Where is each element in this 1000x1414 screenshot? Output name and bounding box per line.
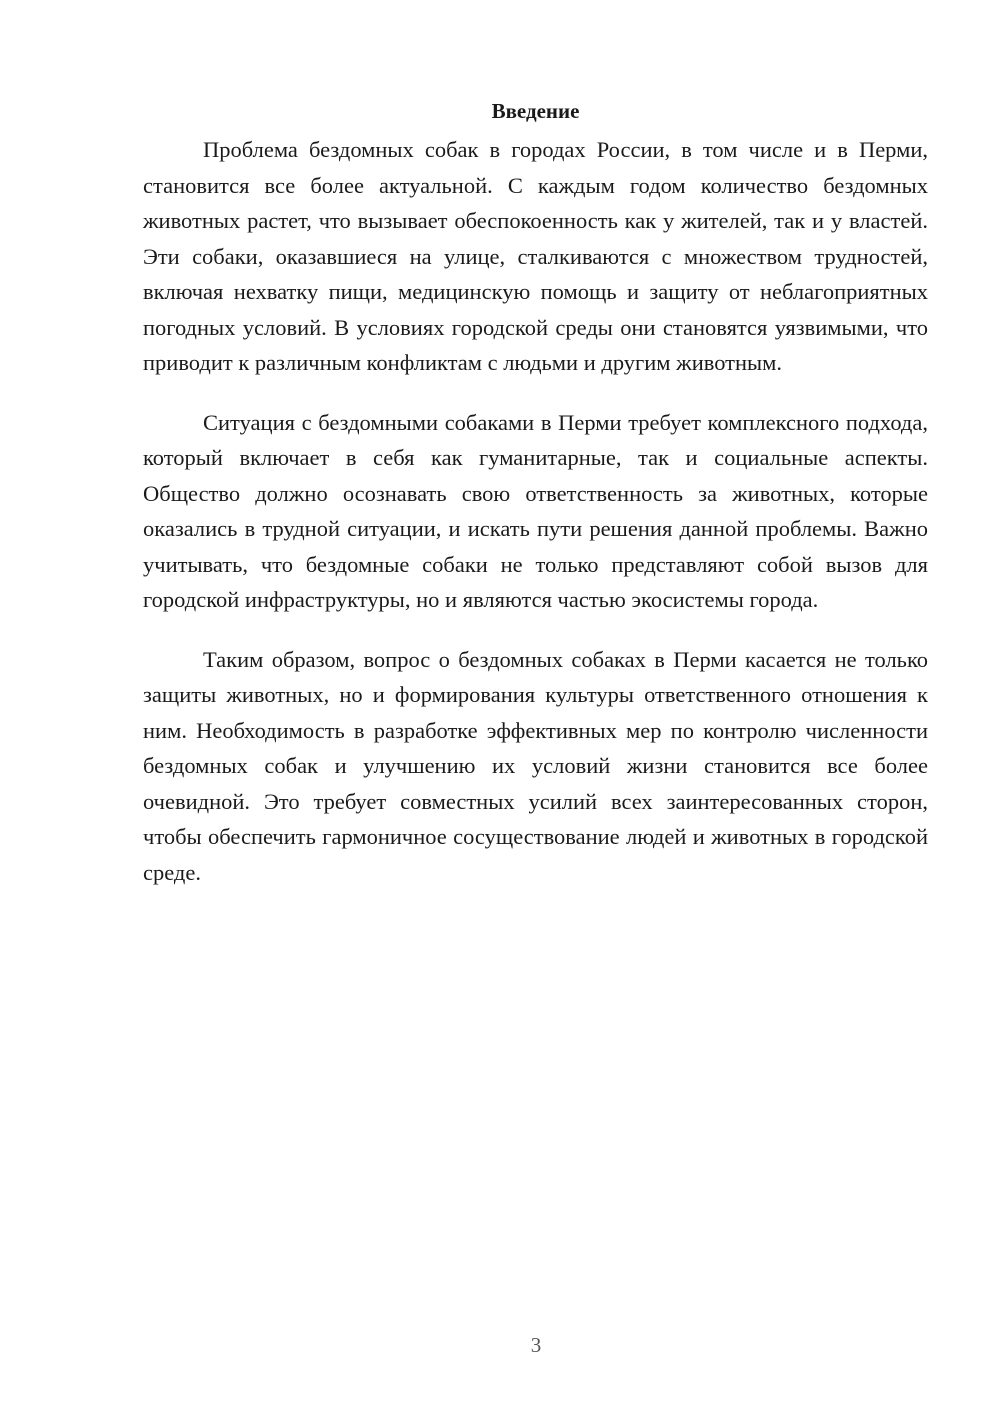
paragraph-1: Проблема бездомных собак в городах России, в том числе и в Перми, становится все более актуальной. С каждым годом количество бездомных животных растет, что вызывает обеспокоенность как у жителей, так и у властей. Эти собаки, оказавшиеся на улице, сталкиваются с множеством трудностей, включая нехватку пищи, медицинскую помощь и защиту от неблагоприятных погодных условий. В условиях городской среды они становятся уязвимыми, что приводит к различным конфликтам с людьми и другим животным. [143, 137, 928, 375]
page-number: 3 [530, 1333, 542, 1357]
paragraph-2: Ситуация с бездомными собаками в Перми требует комплексного подхода, который включает в себя как гуманитарные, так и социальные аспекты. Общество должно осознавать свою ответственность за животных, которые оказались в трудной ситуации, и искать пути решения данной проблемы. Важно учитывать, что бездомные собаки не только представляют собой вызов для городской инфраструктуры, но и являются частью экосистемы города. [143, 409, 928, 612]
section-heading: Введение [491, 99, 580, 123]
paragraph-3: Таким образом, вопрос о бездомных собаках в Перми касается не только защиты животных, но и формирования культуры ответственного отношения к ним. Необходимость в разработке эффективных мер по контролю численности бездомных собак и улучшению их условий жизни становится все более очевидной. Это требует совместных усилий всех заинтересованных сторон, чтобы обеспечить гармоничное сосуществование людей и животных в городской среде. [143, 646, 928, 885]
page-content [143, 94, 928, 914]
